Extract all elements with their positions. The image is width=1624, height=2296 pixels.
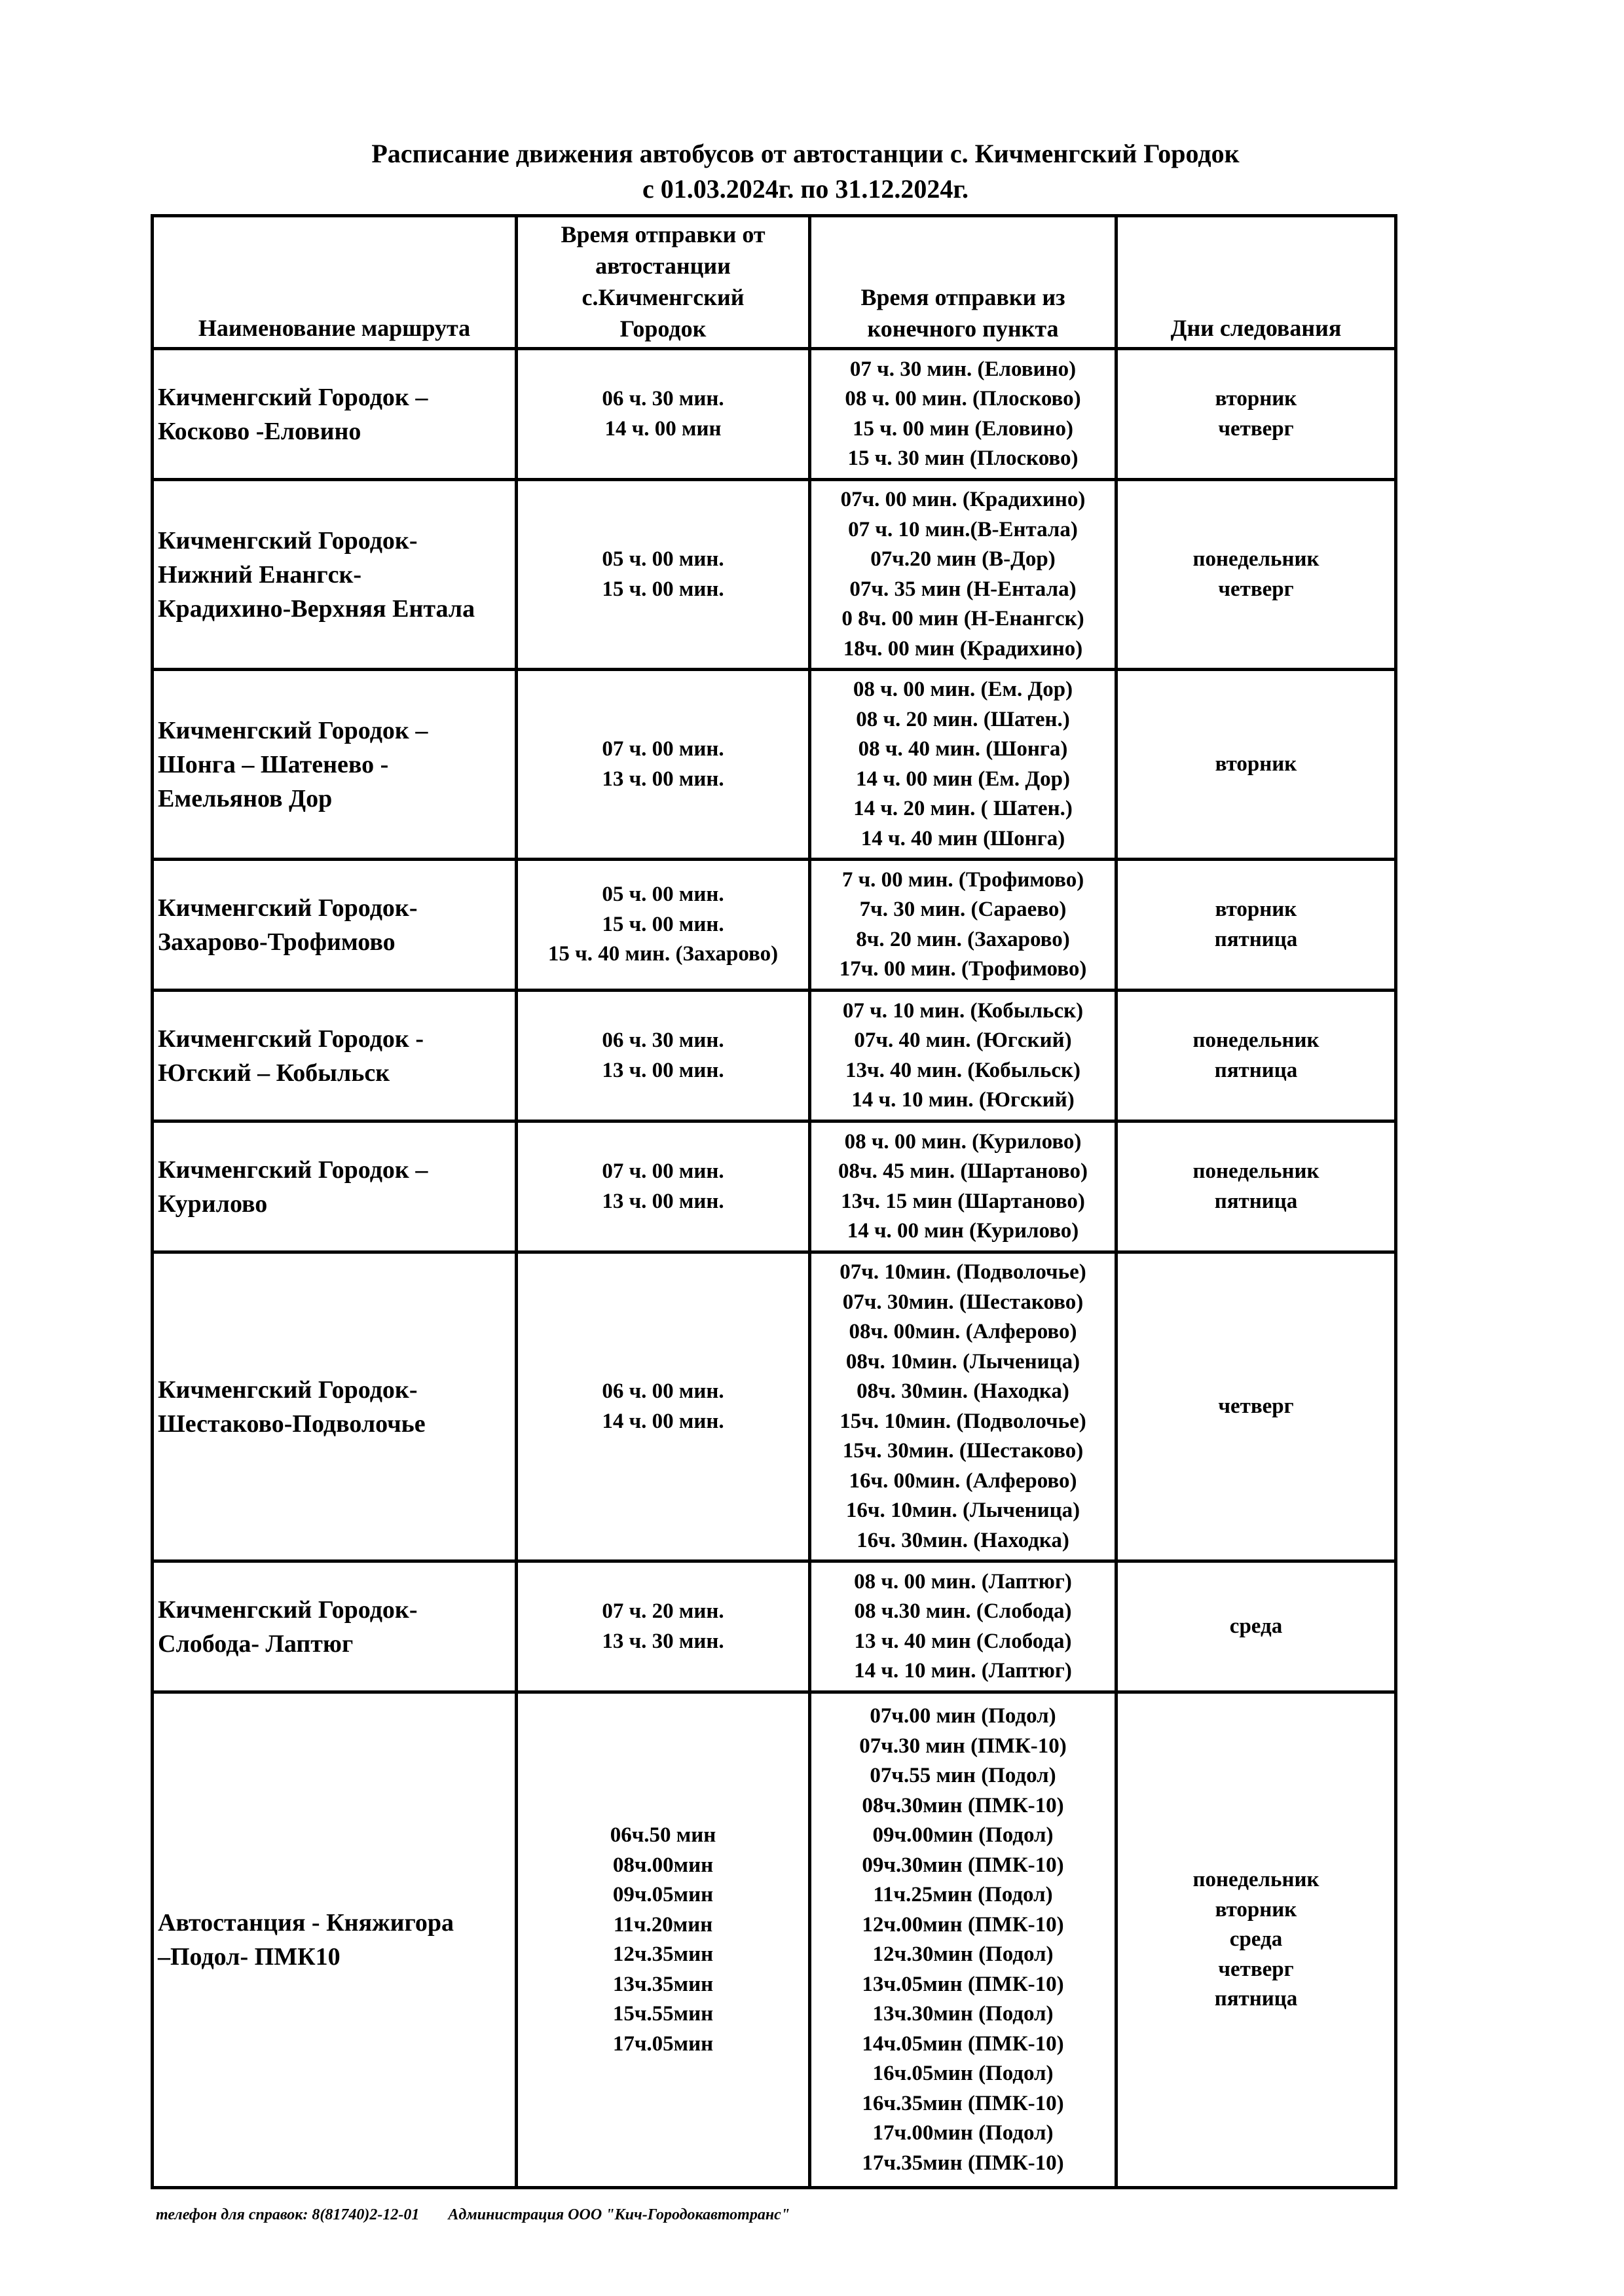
time-entry: 7ч. 30 мин. (Сараево) <box>859 898 1067 921</box>
time-entry: 08ч. 30мин. (Находка) <box>857 1379 1069 1403</box>
time-entry: 11ч.25мин (Подол) <box>873 1883 1053 1906</box>
time-entry: 07ч.30 мин (ПМК-10) <box>859 1734 1067 1758</box>
time-entry: 13 ч. 00 мин. <box>602 767 724 791</box>
time-entry: 14 ч. 00 мин. <box>602 1409 724 1433</box>
header-line: Время отправки из <box>860 284 1065 310</box>
day-label: вторник <box>1215 387 1297 410</box>
time-entry: 17ч. 00 мин. (Трофимово) <box>839 957 1087 981</box>
time-entry: 06 ч. 00 мин. <box>602 1379 724 1403</box>
header-line: автостанции <box>595 253 731 279</box>
time-entry: 05 ч. 00 мин. <box>602 883 724 907</box>
route-line: Нижний Енангск- <box>158 560 361 589</box>
header-line: Городок <box>619 316 707 342</box>
time-entry: 08ч. 45 мин. (Шартаново) <box>838 1159 1088 1183</box>
route-line: Кичменгский Городок- <box>158 894 418 922</box>
day-label: четверг <box>1218 416 1294 441</box>
time-entry: 16ч.35мин (ПМК-10) <box>862 2091 1064 2115</box>
route-name-cell <box>153 1252 517 1561</box>
day-label: вторник <box>1215 752 1297 776</box>
time-entry: 07ч. 30мин. (Шестаково) <box>842 1290 1084 1314</box>
day-label: среда <box>1229 1614 1283 1638</box>
footer <box>156 2206 790 2224</box>
time-entry: 08 ч. 20 мин. (Шатен.) <box>856 707 1070 731</box>
schedule-row <box>153 349 1396 480</box>
time-entry: 14 ч. 00 мин <box>604 416 722 441</box>
time-entry: 08 ч. 00 мин. (Плосково) <box>845 387 1081 410</box>
time-entry: 17ч.05мин <box>612 2032 714 2056</box>
day-label: пятница <box>1214 927 1298 951</box>
time-entry: 15ч. 30мин. (Шестаково) <box>842 1439 1084 1463</box>
route-name-cell <box>153 1692 517 2188</box>
day-label: понедельник <box>1192 1868 1320 1892</box>
time-entry: 05 ч. 00 мин. <box>602 547 724 571</box>
time-entry: 08 ч. 00 мин. (Лаптюг) <box>854 1569 1072 1594</box>
time-entry: 15ч.55мин <box>612 2002 714 2026</box>
time-entry: 07ч. 10мин. (Подволочье) <box>840 1260 1086 1284</box>
route-line: Кичменгский Городок – <box>158 716 428 744</box>
time-entry: 13 ч. 00 мин. <box>602 1058 724 1082</box>
time-entry: 07ч. 00 мин. (Крадихино) <box>840 488 1086 511</box>
schedule-row <box>153 1252 1396 1561</box>
header-line: конечного пункта <box>867 316 1059 342</box>
route-line: Шестаково-Подволочье <box>158 1410 426 1438</box>
time-entry: 07ч.20 мин (В-Дор) <box>870 547 1056 571</box>
schedule-table <box>151 214 1397 2189</box>
time-entry: 16ч.05мин (Подол) <box>872 2062 1054 2085</box>
schedule-row <box>153 1692 1396 2188</box>
route-line: –Подол- ПМК10 <box>158 1943 341 1971</box>
route-line: Кичменгский Городок - <box>158 1025 424 1053</box>
time-entry: 13ч. 40 мин. (Кобыльск) <box>845 1058 1081 1082</box>
time-entry: 13ч.30мин (Подол) <box>872 2002 1054 2026</box>
title-line-1: Расписание движения автобусов от автостанции с. Кичменгский Городок <box>371 139 1240 168</box>
day-label: четверг <box>1218 1957 1294 1981</box>
time-entry: 13 ч. 40 мин (Слобода) <box>854 1629 1072 1653</box>
day-label: вторник <box>1215 1897 1297 1922</box>
departure-times-cell <box>517 860 810 991</box>
time-entry: 14ч.05мин (ПМК-10) <box>862 2032 1064 2056</box>
header-departure-from-end <box>810 216 1116 349</box>
route-line: Кичменгский Городок- <box>158 526 418 555</box>
time-entry: 11ч.20мин <box>613 1912 713 1937</box>
day-label: пятница <box>1214 1189 1298 1213</box>
time-entry: 14 ч. 10 мин. (Югский) <box>851 1088 1075 1112</box>
document-title <box>151 136 1460 207</box>
time-entry: 14 ч. 00 мин (Курилово) <box>847 1219 1079 1243</box>
time-entry: 13ч.35мин <box>612 1972 714 1996</box>
days-cell <box>1116 1692 1396 2188</box>
time-entry: 14 ч. 20 мин. ( Шатен.) <box>853 797 1073 820</box>
time-entry: 06 ч. 30 мин. <box>602 1029 724 1052</box>
return-times-cell <box>810 1561 1116 1692</box>
departure-times-cell <box>517 1561 810 1692</box>
footer-phone: телефон для справок: 8(81740)2-12-01 <box>156 2206 420 2223</box>
return-times-cell <box>810 349 1116 480</box>
route-line: Захарово-Трофимово <box>158 928 396 956</box>
time-entry: 12ч.35мин <box>612 1942 714 1966</box>
departure-times-cell <box>517 991 810 1121</box>
time-entry: 09ч.05мин <box>612 1883 714 1906</box>
route-name-cell <box>153 349 517 480</box>
schedule-row <box>153 991 1396 1121</box>
time-entry: 15 ч. 00 мин. <box>602 577 724 601</box>
time-entry: 15 ч. 40 мин. (Захарово) <box>547 942 779 966</box>
departure-times-cell <box>517 349 810 480</box>
time-entry: 06ч.50 мин <box>610 1823 716 1847</box>
return-times-cell <box>810 670 1116 860</box>
footer-administration: Администрация ООО "Кич-Городокавтотранс" <box>448 2206 790 2223</box>
schedule-row <box>153 1121 1396 1252</box>
day-label: понедельник <box>1192 547 1320 571</box>
days-cell <box>1116 991 1396 1121</box>
days-cell <box>1116 1121 1396 1252</box>
route-line: Кичменгский Городок – <box>158 1156 428 1184</box>
days-cell <box>1116 1252 1396 1561</box>
days-cell <box>1116 670 1396 860</box>
return-times-cell <box>810 991 1116 1121</box>
route-line: Кичменгский Городок- <box>158 1595 418 1624</box>
days-cell <box>1116 1561 1396 1692</box>
route-line: Косково -Еловино <box>158 417 361 445</box>
route-line: Курилово <box>158 1190 268 1218</box>
time-entry: 14 ч. 00 мин (Ем. Дор) <box>856 767 1070 791</box>
return-times-cell <box>810 1252 1116 1561</box>
day-label: понедельник <box>1192 1159 1320 1183</box>
time-entry: 09ч.00мин (Подол) <box>872 1823 1054 1847</box>
departure-times-cell <box>517 670 810 860</box>
return-times-cell <box>810 480 1116 670</box>
route-name-cell <box>153 991 517 1121</box>
departure-times-cell <box>517 480 810 670</box>
time-entry: 13ч. 15 мин (Шартаново) <box>841 1189 1085 1213</box>
time-entry: 07 ч. 10 мин.(В-Ентала) <box>848 517 1078 541</box>
route-line: Кичменгский Городок- <box>158 1376 418 1404</box>
time-entry: 12ч.00мин (ПМК-10) <box>862 1912 1064 1937</box>
day-label: вторник <box>1215 898 1297 921</box>
time-entry: 08 ч. 00 мин. (Ем. Дор) <box>853 678 1073 701</box>
schedule-row <box>153 670 1396 860</box>
time-entry: 09ч.30мин (ПМК-10) <box>862 1853 1064 1877</box>
time-entry: 07 ч. 00 мин. <box>602 1159 724 1183</box>
time-entry: 07 ч. 00 мин. <box>602 737 724 761</box>
header-days <box>1116 216 1396 349</box>
route-name-cell <box>153 860 517 991</box>
time-entry: 13 ч. 30 мин. <box>602 1629 724 1653</box>
return-times-cell <box>810 860 1116 991</box>
route-name-cell <box>153 1561 517 1692</box>
time-entry: 7 ч. 00 мин. (Трофимово) <box>841 867 1084 892</box>
route-line: Автостанция - Княжигора <box>158 1909 454 1937</box>
route-line: Шонга – Шатенево - <box>158 750 389 778</box>
days-cell <box>1116 860 1396 991</box>
time-entry: 15 ч. 00 мин. <box>602 912 724 936</box>
route-line: Емельянов Дор <box>158 784 333 812</box>
time-entry: 07 ч. 20 мин. <box>602 1599 724 1623</box>
time-entry: 08ч. 00мин. (Алферово) <box>849 1320 1077 1343</box>
day-label: четверг <box>1218 577 1294 601</box>
time-entry: 06 ч. 30 мин. <box>602 387 724 410</box>
route-name-cell <box>153 1121 517 1252</box>
time-entry: 13 ч. 00 мин. <box>602 1189 724 1213</box>
schedule-body <box>153 349 1396 2188</box>
time-entry: 08ч.30мин (ПМК-10) <box>862 1793 1064 1817</box>
header-row <box>153 216 1396 349</box>
time-entry: 07 ч. 10 мин. (Кобыльск) <box>842 998 1084 1023</box>
time-entry: 12ч.30мин (Подол) <box>872 1942 1054 1966</box>
time-entry: 07 ч. 30 мин. (Еловино) <box>849 357 1077 381</box>
header-route-label: Наименование маршрута <box>198 315 471 341</box>
day-label: среда <box>1229 1927 1283 1952</box>
time-entry: 0 8ч. 00 мин (Н-Енангск) <box>841 607 1084 630</box>
time-entry: 15ч. 10мин. (Подволочье) <box>840 1409 1086 1433</box>
route-line: Кичменгский Городок – <box>158 383 428 411</box>
time-entry: 07ч.55 мин (Подол) <box>870 1764 1056 1787</box>
time-entry: 08 ч. 00 мин. (Курилово) <box>844 1129 1082 1154</box>
schedule-row <box>153 1561 1396 1692</box>
day-label: пятница <box>1214 1058 1298 1082</box>
time-entry: 07ч. 40 мин. (Югский) <box>854 1029 1072 1052</box>
departure-times-cell <box>517 1252 810 1561</box>
title-line-2: с 01.03.2024г. по 31.12.2024г. <box>642 174 969 204</box>
time-entry: 13ч.05мин (ПМК-10) <box>862 1972 1064 1996</box>
time-entry: 14 ч. 40 мин (Шонга) <box>860 826 1065 850</box>
time-entry: 16ч. 10мин. (Лыченица) <box>845 1499 1080 1522</box>
schedule-row <box>153 480 1396 670</box>
return-times-cell <box>810 1692 1116 2188</box>
time-entry: 14 ч. 10 мин. (Лаптюг) <box>854 1659 1072 1683</box>
days-cell <box>1116 349 1396 480</box>
time-entry: 08 ч. 40 мин. (Шонга) <box>858 737 1068 761</box>
time-entry: 17ч.00мин (Подол) <box>872 2121 1054 2145</box>
route-name-cell <box>153 670 517 860</box>
days-cell <box>1116 480 1396 670</box>
header-route <box>153 216 517 349</box>
time-entry: 16ч. 30мин. (Находка) <box>857 1528 1069 1552</box>
route-line: Слобода- Лаптюг <box>158 1630 354 1658</box>
header-line: Время отправки от <box>561 221 766 247</box>
header-departure-from-station <box>517 216 810 349</box>
time-entry: 07ч.00 мин (Подол) <box>870 1704 1056 1728</box>
time-entry: 16ч. 00мин. (Алферово) <box>849 1468 1077 1493</box>
time-entry: 15 ч. 00 мин (Еловино) <box>853 416 1073 441</box>
header-days-label: Дни следования <box>1170 315 1342 341</box>
schedule-row <box>153 860 1396 991</box>
time-entry: 17ч.35мин (ПМК-10) <box>862 2151 1064 2175</box>
time-entry: 15 ч. 30 мин (Плосково) <box>847 446 1079 470</box>
time-entry: 18ч. 00 мин (Крадихино) <box>843 636 1083 661</box>
route-line: Крадихино-Верхняя Ентала <box>158 594 475 623</box>
day-label: понедельник <box>1192 1029 1320 1052</box>
day-label: пятница <box>1214 1987 1298 2011</box>
day-label: четверг <box>1218 1394 1294 1418</box>
header-line: с.Кичменгский <box>581 284 745 310</box>
time-entry: 8ч. 20 мин. (Захарово) <box>856 927 1070 951</box>
time-entry: 08ч. 10мин. (Лыченица) <box>845 1349 1080 1374</box>
time-entry: 07ч. 35 мин (Н-Ентала) <box>849 577 1077 601</box>
time-entry: 08 ч.30 мин. (Слобода) <box>854 1599 1072 1623</box>
time-entry: 08ч.00мин <box>612 1853 714 1877</box>
return-times-cell <box>810 1121 1116 1252</box>
departure-times-cell <box>517 1121 810 1252</box>
route-line: Югский – Кобыльск <box>158 1059 390 1087</box>
route-name-cell <box>153 480 517 670</box>
departure-times-cell <box>517 1692 810 2188</box>
